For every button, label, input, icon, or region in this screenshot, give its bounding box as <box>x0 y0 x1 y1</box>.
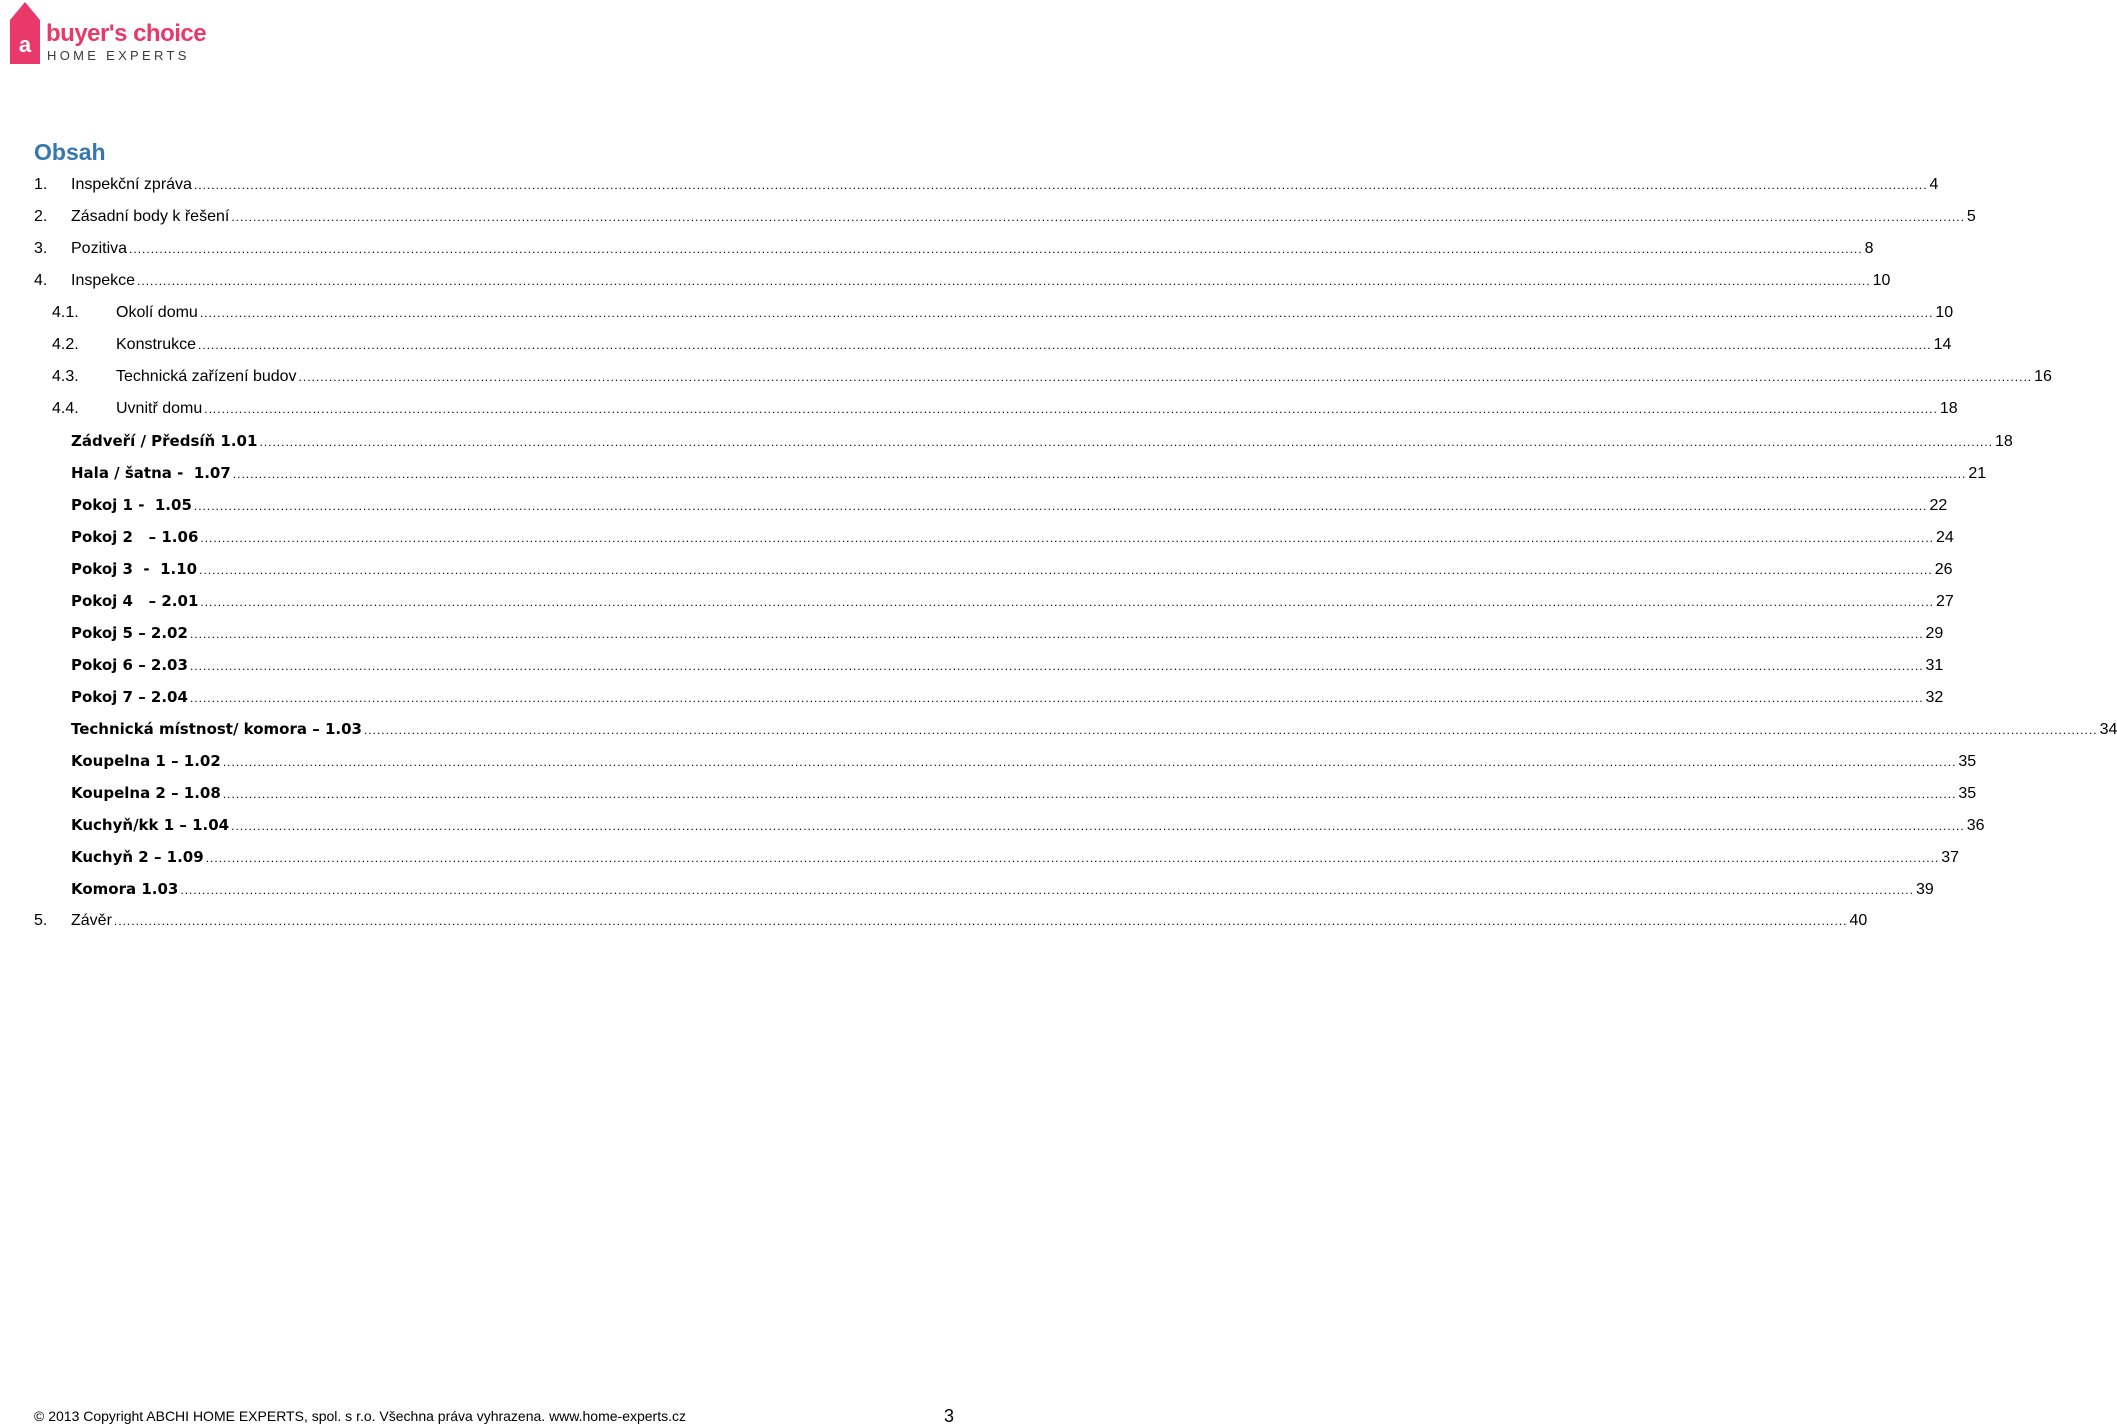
toc-entry[interactable] <box>0 425 2013 457</box>
toc-entry-label: Koupelna 1 – 1.02 <box>71 751 221 770</box>
toc-entry-label: Pozitiva <box>71 240 128 257</box>
footer-copyright: © 2013 Copyright ABCHI HOME EXPERTS, spol. s r.o. Všechna práva vyhrazena. www.home-experts.cz <box>34 1408 686 1424</box>
toc-entry-number: 4. <box>34 272 48 289</box>
logo-tagline: HOME EXPERTS <box>47 48 190 63</box>
toc-dot-leader: ................................................................................................................................................................................................................................................................................................................................................................................................................ <box>298 370 2033 384</box>
toc-entry[interactable] <box>0 265 1891 297</box>
toc-entry-label: Okolí domu <box>116 304 198 321</box>
toc-entry-number: 2. <box>34 208 48 225</box>
toc-entry[interactable] <box>0 617 1944 649</box>
toc-dot-leader: ................................................................................................................................................................................................................................................................................................................................................................................................................ <box>231 818 1965 833</box>
toc-entry-page: 39 <box>1915 880 1934 898</box>
toc-entry-page: 8 <box>1864 240 1874 257</box>
toc-dot-leader: ................................................................................................................................................................................................................................................................................................................................................................................................................ <box>363 722 2098 737</box>
toc-entry-number: 4.4. <box>52 400 79 417</box>
svg-text:a: a <box>18 32 32 57</box>
toc-entry-page: 31 <box>1925 656 1944 674</box>
toc-entry[interactable] <box>0 745 1977 777</box>
toc-entry-label: Zásadní body k řešení <box>71 208 230 225</box>
toc-entry-number: 4.3. <box>52 368 79 385</box>
toc-entry[interactable] <box>0 649 1944 681</box>
toc-entry[interactable] <box>0 777 1977 809</box>
toc-dot-leader: ................................................................................................................................................................................................................................................................................................................................................................................................................ <box>204 402 1938 416</box>
toc-entry-page: 35 <box>1958 752 1977 770</box>
toc-entry-label: Pokoj 6 – 2.03 <box>71 655 188 674</box>
toc-entry-number: 3. <box>34 240 48 257</box>
toc-entry[interactable] <box>0 297 1954 329</box>
toc-entry-page: 24 <box>1935 528 1954 546</box>
toc-entry[interactable] <box>0 329 1952 361</box>
toc-dot-leader: ................................................................................................................................................................................................................................................................................................................................................................................................................ <box>113 914 1848 928</box>
toc-dot-leader: ................................................................................................................................................................................................................................................................................................................................................................................................................ <box>222 786 1957 801</box>
toc-entry-page: 26 <box>1934 560 1953 578</box>
toc-dot-leader: ................................................................................................................................................................................................................................................................................................................................................................................................................ <box>180 882 1914 897</box>
toc-entry[interactable] <box>0 233 1874 265</box>
toc-dot-leader: ................................................................................................................................................................................................................................................................................................................................................................................................................ <box>193 498 1928 513</box>
logo-wordmark: buyer's choice <box>46 20 207 47</box>
toc-entry-page: 40 <box>1849 912 1868 929</box>
toc-entry-label: Pokoj 7 – 2.04 <box>71 687 188 706</box>
toc-entry[interactable] <box>0 169 1939 201</box>
toc-entry[interactable] <box>0 521 1954 553</box>
toc-entry-label: Pokoj 5 – 2.02 <box>71 623 188 642</box>
toc-entry[interactable] <box>0 393 1958 425</box>
toc-dot-leader: ................................................................................................................................................................................................................................................................................................................................................................................................................ <box>137 274 1871 288</box>
toc-dot-leader: ................................................................................................................................................................................................................................................................................................................................................................................................................ <box>193 178 1928 192</box>
toc-dot-leader: ................................................................................................................................................................................................................................................................................................................................................................................................................ <box>200 530 1934 545</box>
toc-entry-label: Zádveří / Předsíň 1.01 <box>71 431 258 450</box>
house-logo-icon <box>10 2 40 64</box>
toc-entry-label: Závěr <box>71 912 112 929</box>
toc-entry-page: 21 <box>1968 464 1987 482</box>
toc-entry[interactable] <box>0 681 1944 713</box>
toc-entry-number: 4.1. <box>52 304 79 321</box>
toc-entry[interactable] <box>0 873 1934 905</box>
page-number: 3 <box>943 1406 954 1426</box>
toc-dot-leader: ................................................................................................................................................................................................................................................................................................................................................................................................................ <box>189 690 1924 705</box>
toc-dot-leader: ................................................................................................................................................................................................................................................................................................................................................................................................................ <box>205 850 1940 865</box>
toc-entry-page: 34 <box>2099 720 2117 738</box>
toc-entry-label: Inspekční zpráva <box>71 176 192 193</box>
toc-entry-label: Technická zařízení budov <box>116 368 297 385</box>
toc-entry-label: Konstrukce <box>116 336 197 353</box>
toc-title: Obsah <box>34 139 106 165</box>
toc-entry[interactable] <box>0 585 1954 617</box>
toc-entry[interactable] <box>0 489 1948 521</box>
toc-entry-page: 4 <box>1929 176 1939 193</box>
toc-entry-label: Pokoj 1 - 1.05 <box>71 495 192 514</box>
toc-entry-page: 29 <box>1925 624 1944 642</box>
toc-dot-leader: ................................................................................................................................................................................................................................................................................................................................................................................................................ <box>222 754 1957 769</box>
toc-dot-leader: ................................................................................................................................................................................................................................................................................................................................................................................................................ <box>232 466 1967 481</box>
toc-entry-page: 32 <box>1925 688 1944 706</box>
toc-dot-leader: ................................................................................................................................................................................................................................................................................................................................................................................................................ <box>199 562 1933 577</box>
toc-entry[interactable] <box>0 905 1868 937</box>
toc-entry-number: 1. <box>34 176 48 193</box>
toc-entry-page: 5 <box>1966 208 1976 225</box>
toc-entry-label: Hala / šatna - 1.07 <box>71 463 231 482</box>
toc-entry-label: Pokoj 3 - 1.10 <box>71 559 198 578</box>
toc-dot-leader: ................................................................................................................................................................................................................................................................................................................................................................................................................ <box>259 434 1994 449</box>
toc-entry-page: 18 <box>1939 400 1958 417</box>
toc-entry-number: 5. <box>34 912 48 929</box>
toc-dot-leader: ................................................................................................................................................................................................................................................................................................................................................................................................................ <box>231 210 1965 224</box>
toc-dot-leader: ................................................................................................................................................................................................................................................................................................................................................................................................................ <box>129 242 1863 256</box>
toc-entry-label: Inspekce <box>71 272 136 289</box>
toc-entry-label: Uvnitř domu <box>116 400 203 417</box>
toc-entry[interactable] <box>0 809 1985 841</box>
toc-entry-page: 16 <box>2034 368 2052 385</box>
toc-entry[interactable] <box>0 361 2052 393</box>
toc-dot-leader: ................................................................................................................................................................................................................................................................................................................................................................................................................ <box>189 658 1924 673</box>
toc-entry[interactable] <box>0 201 1976 233</box>
toc-entry-label: Koupelna 2 – 1.08 <box>71 783 221 802</box>
toc-entry-label: Kuchyň/kk 1 – 1.04 <box>71 815 230 834</box>
toc-dot-leader: ................................................................................................................................................................................................................................................................................................................................................................................................................ <box>198 338 1932 352</box>
toc-entry-label: Pokoj 2 – 1.06 <box>71 527 199 546</box>
toc-entry[interactable] <box>0 841 1960 873</box>
toc-entry-label: Kuchyň 2 – 1.09 <box>71 847 204 866</box>
toc-entry[interactable] <box>0 457 1987 489</box>
toc-entry-label: Komora 1.03 <box>71 879 179 898</box>
toc-entry-page: 10 <box>1872 272 1891 289</box>
toc-entry-label: Pokoj 4 – 2.01 <box>71 591 199 610</box>
toc-entry-page: 18 <box>1995 432 2013 450</box>
toc-entry-number: 4.2. <box>52 336 79 353</box>
company-logo <box>10 2 207 64</box>
toc-dot-leader: ................................................................................................................................................................................................................................................................................................................................................................................................................ <box>199 306 1934 320</box>
toc-dot-leader: ................................................................................................................................................................................................................................................................................................................................................................................................................ <box>189 626 1924 641</box>
toc-dot-leader: ................................................................................................................................................................................................................................................................................................................................................................................................................ <box>200 594 1934 609</box>
toc-entry-page: 22 <box>1929 496 1948 514</box>
toc-entry-page: 14 <box>1933 336 1952 353</box>
toc-entry-page: 36 <box>1966 816 1985 834</box>
toc-entry[interactable] <box>0 713 2117 745</box>
toc-entry-page: 37 <box>1941 848 1960 866</box>
toc-entry-page: 35 <box>1958 784 1977 802</box>
toc-entry[interactable] <box>0 553 1953 585</box>
toc-entry-label: Technická místnost/ komora – 1.03 <box>71 719 362 738</box>
toc-entry-page: 27 <box>1935 592 1954 610</box>
toc-entry-page: 10 <box>1935 304 1954 321</box>
